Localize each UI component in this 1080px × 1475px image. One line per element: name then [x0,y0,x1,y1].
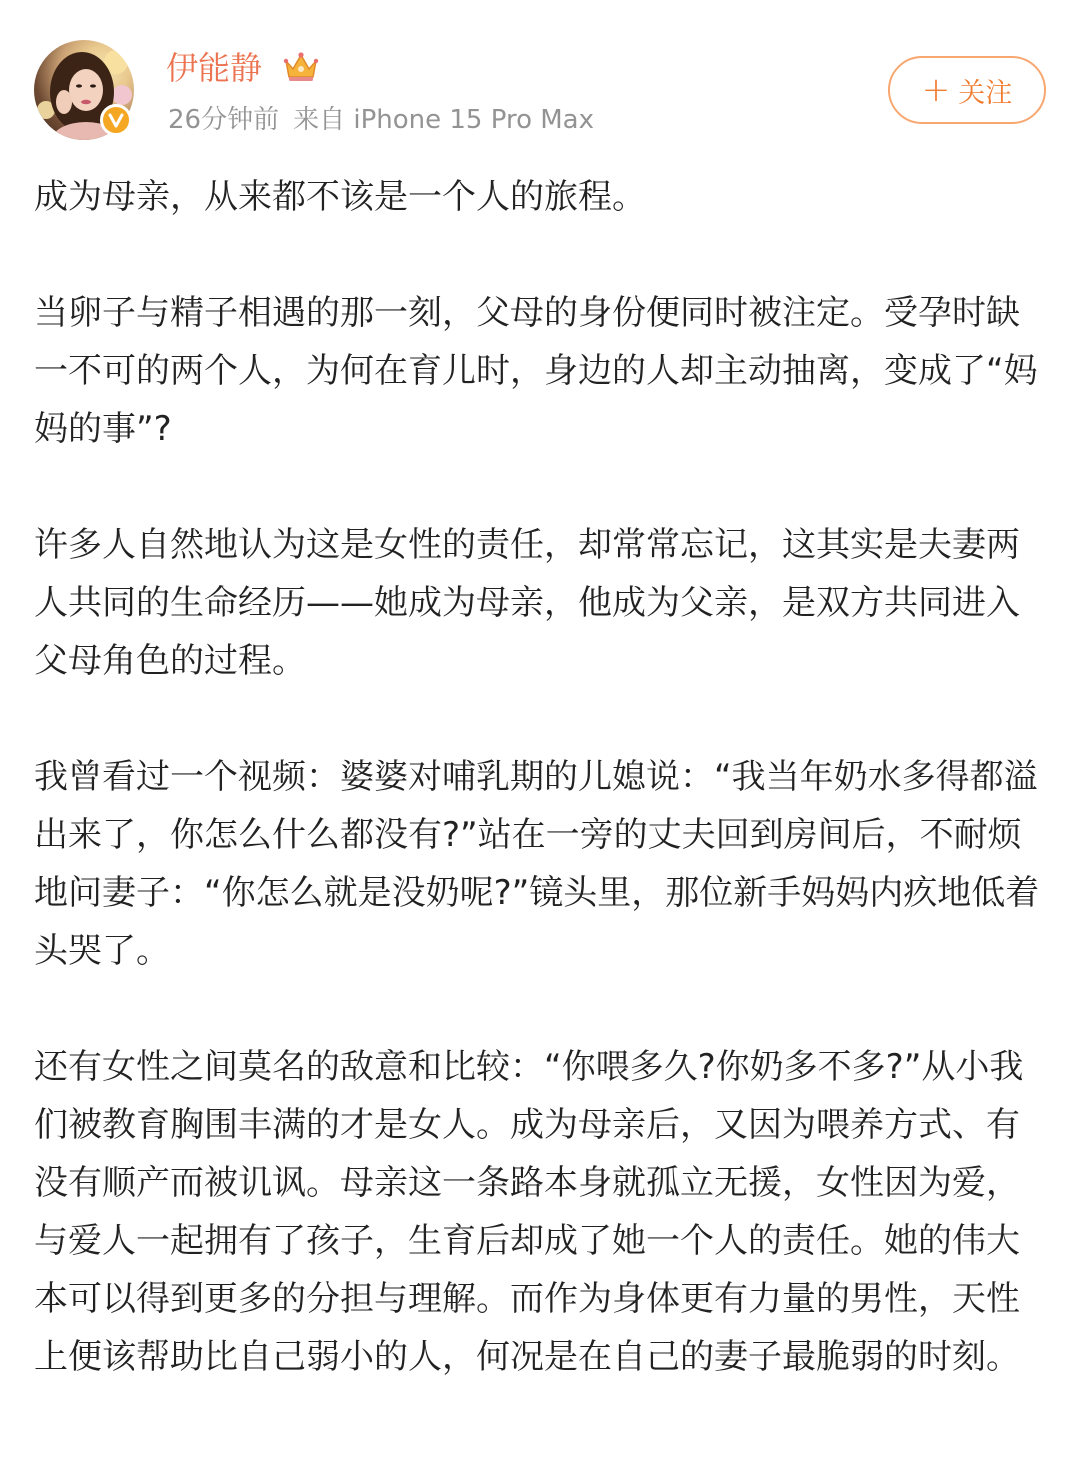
avatar[interactable] [34,40,134,140]
post-header [0,0,1080,160]
crown-icon [282,47,320,85]
follow-button[interactable] [888,56,1046,124]
post-paragraph: 当卵子与精子相遇的那一刻，父母的身份便同时被注定。受孕时缺一不可的两个人，为何在育儿时，身边的人却主动抽离，变成了“妈妈的事”? [34,293,1038,449]
post-time: 26分钟前 [168,105,280,135]
post-paragraph: 还有女性之间莫名的敌意和比较：“你喂多久?你奶多不多?”从小我们被教育胸围丰满的才是女人。成为母亲后，又因为喂养方式、有没有顺产而被讥讽。母亲这一条路本身就孤立无援，女性因为爱，与爱人一起拥有了孩子，生育后却成了她一个人的责任。她的伟大本可以得到更多的分担与理解。而作为身体更有力量的男性，天性上便该帮助比自己弱小的人，何况是在自己的妻子最脆弱的时刻。 [34,1047,1024,1377]
plus-icon: + [921,70,951,110]
follow-button-label: 关注 [958,77,1013,109]
post-paragraph: 我曾看过一个视频：婆婆对哺乳期的儿媳说：“我当年奶水多得都溢出来了，你怎么什么都没有?”站在一旁的丈夫回到房间后，不耐烦地问妻子：“你怎么就是没奶呢?”镜头里，那位新手妈妈内疚地低着头哭了。 [34,757,1040,971]
post-meta [168,100,594,140]
user-name[interactable]: 伊能静 [166,49,263,87]
post-paragraph: 许多人自然地认为这是女性的责任，却常常忘记，这其实是夫妻两人共同的生命经历——她成为母亲，他成为父亲，是双方共同进入父母角色的过程。 [34,525,1020,681]
verified-v-badge-icon [100,104,132,136]
post-source: 来自 iPhone 15 Pro Max [293,105,594,135]
post-body [34,168,1044,1386]
post-paragraph: 成为母亲，从来都不该是一个人的旅程。 [34,177,646,217]
